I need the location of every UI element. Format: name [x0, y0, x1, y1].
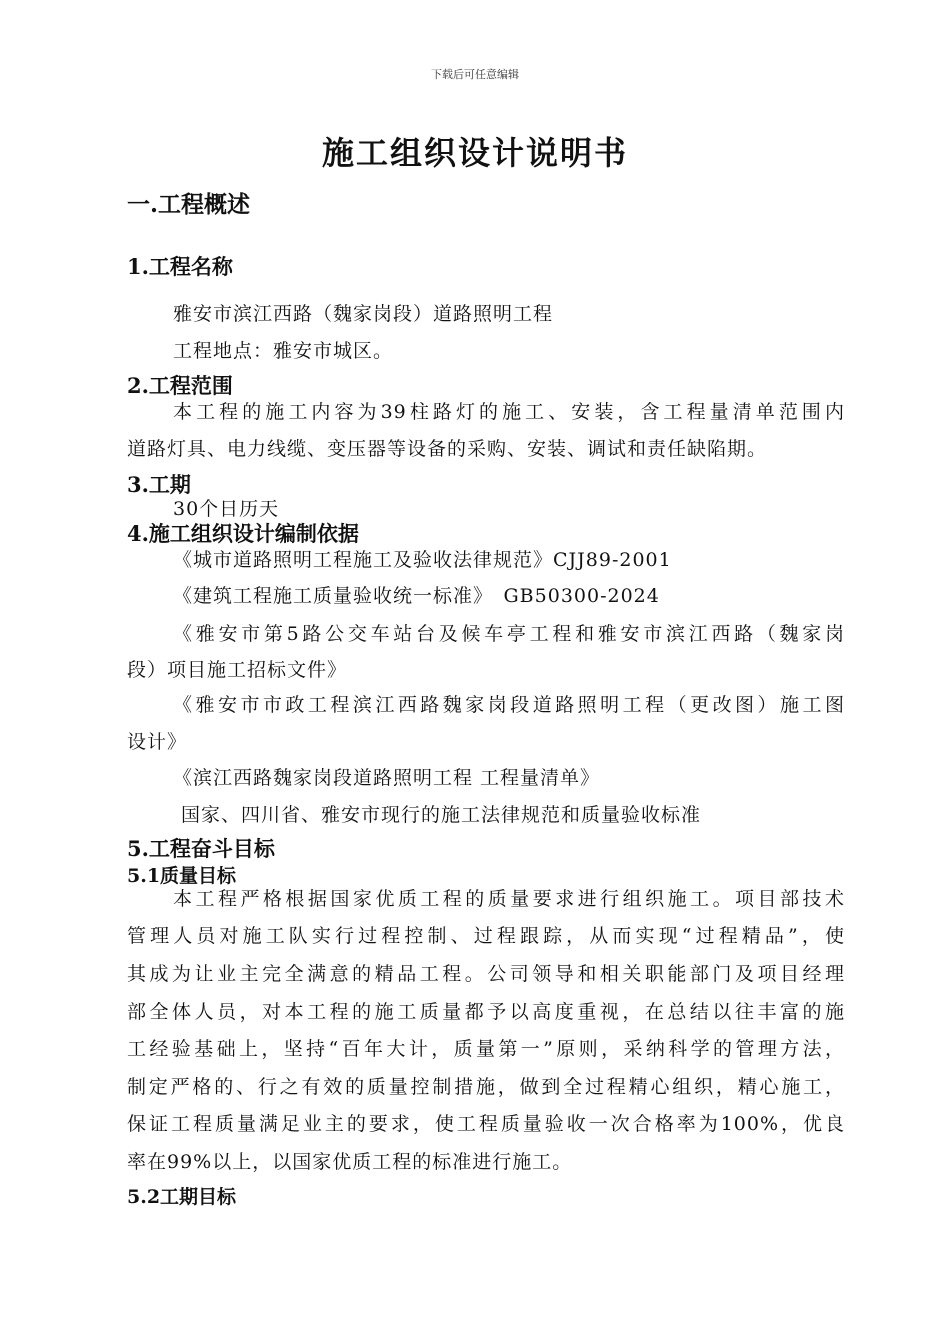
reference-3-line-1: 《雅安市第5路公交车站台及候车亭工程和雅安市滨江西路（魏家岗 — [173, 623, 845, 645]
heading-goals: 5.工程奋斗目标 — [127, 836, 275, 861]
heading-basis: 4.施工组织设计编制依据 — [127, 521, 359, 546]
reference-3-line-2: 段）项目施工招标文件》 — [127, 659, 348, 681]
quality-line-7: 保证工程质量满足业主的要求，使工程质量验收一次合格率为100%，优良 — [127, 1113, 845, 1135]
page-title: 施工组织设计说明书 — [321, 134, 628, 172]
reference-4-line-1: 《雅安市市政工程滨江西路魏家岗段道路照明工程（更改图）施工图 — [173, 694, 845, 716]
heading-schedule: 3.工期 — [127, 472, 191, 497]
reference-4-line-2: 设计》 — [127, 731, 188, 753]
reference-6: 国家、四川省、雅安市现行的施工法律规范和质量验收标准 — [181, 804, 702, 826]
quality-line-4: 部全体人员，对本工程的施工质量都予以高度重视，在总结以往丰富的施 — [127, 1001, 845, 1023]
scope-line-1: 本工程的施工内容为39柱路灯的施工、安装，含工程量清单范围内 — [173, 401, 845, 423]
reference-2: 《建筑工程施工质量验收统一标准》 GB50300-2024 — [173, 585, 660, 607]
quality-line-1: 本工程严格根据国家优质工程的质量要求进行组织施工。项目部技术 — [173, 888, 845, 910]
reference-1: 《城市道路照明工程施工及验收法律规范》CJJ89-2001 — [173, 549, 672, 571]
heading-schedule-goal: 5.2工期目标 — [127, 1186, 237, 1208]
quality-line-3: 其成为让业主完全满意的精品工程。公司领导和相关职能部门及项目经理 — [127, 963, 845, 985]
heading-project-name: 1.工程名称 — [127, 254, 233, 279]
page-header: 下载后可任意编辑 — [431, 68, 519, 81]
project-location-text: 工程地点：雅安市城区。 — [173, 340, 394, 362]
quality-line-6: 制定严格的、行之有效的质量控制措施，做到全过程精心组织，精心施工， — [127, 1076, 845, 1098]
scope-line-2: 道路灯具、电力线缆、变压器等设备的采购、安装、调试和责任缺陷期。 — [127, 438, 768, 460]
heading-quality-goal: 5.1质量目标 — [127, 865, 237, 887]
quality-line-5: 工经验基础上，坚持“百年大计，质量第一”原则，采纳科学的管理方法， — [127, 1038, 845, 1060]
heading-project-scope: 2.工程范围 — [127, 373, 233, 398]
reference-5: 《滨江西路魏家岗段道路照明工程 工程量清单》 — [173, 767, 601, 789]
schedule-text: 30个日历天 — [173, 498, 280, 520]
project-name-text: 雅安市滨江西路（魏家岗段）道路照明工程 — [173, 303, 554, 325]
section-heading-overview: 一.工程概述 — [127, 191, 251, 218]
quality-line-2: 管理人员对施工队实行过程控制、过程跟踪，从而实现“过程精品”，使 — [127, 925, 845, 947]
quality-line-8: 率在99%以上，以国家优质工程的标准进行施工。 — [127, 1151, 573, 1173]
